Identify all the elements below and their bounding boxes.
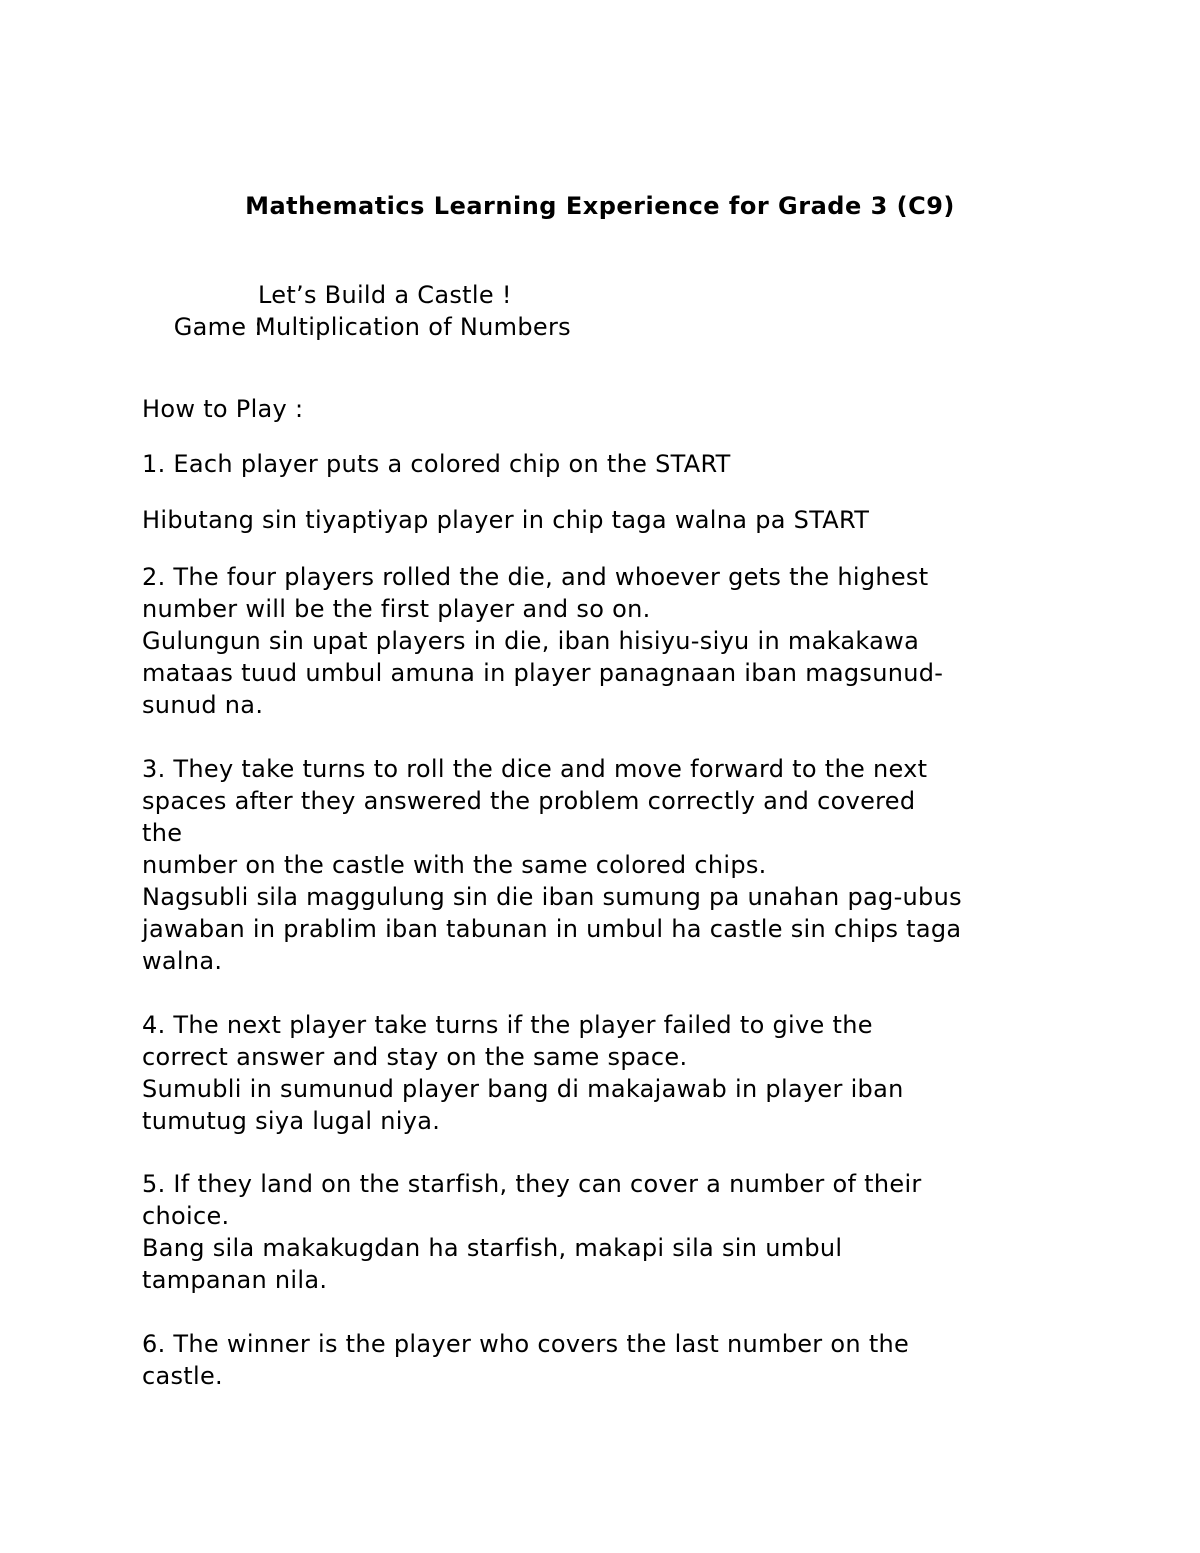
step-2-line-3: Gulungun sin upat players in die, iban hisiyu-siyu in makakawa (142, 627, 920, 655)
step-5-line-2: choice. (142, 1202, 230, 1230)
game-label: Game : (173, 313, 263, 341)
step-4-line-4: tumutug siya lugal niya. (142, 1107, 441, 1135)
step-3-line-6: jawaban in prablim iban tabunan in umbul ha castle sin chips taga (142, 915, 962, 943)
step-3-line-2: spaces after they answered the problem correctly and covered (142, 787, 916, 815)
game-line (142, 279, 263, 375)
step-5-line-1: 5. If they land on the starfish, they can cover a number of their (142, 1170, 922, 1198)
how-to-play-heading: How to Play : (142, 395, 304, 423)
document-title: Mathematics Learning Experience for Grade 3 (C9) (245, 192, 955, 220)
step-2-line-1: 2. The four players rolled the die, and whoever gets the highest (142, 563, 929, 591)
step-2-line-2: number will be the first player and so on. (142, 595, 651, 623)
step-3-line-4: number on the castle with the same colored chips. (142, 851, 767, 879)
step-3-line-3: the (142, 819, 183, 847)
step-5-line-3: Bang sila makakugdan ha starfish, makapi sila sin umbul (142, 1234, 843, 1262)
step-4-line-1: 4. The next player take turns if the player failed to give the (142, 1011, 873, 1039)
step-2-line-4: mataas tuud umbul amuna in player panagnaan iban magsunud- (142, 659, 944, 687)
step-3-line-7: walna. (142, 947, 223, 975)
step-1-translation: Hibutang sin tiyaptiyap player in chip taga walna pa START (142, 506, 870, 534)
step-6-line-2: castle. (142, 1362, 223, 1390)
step-4-line-3: Sumubli in sumunud player bang di makajawab in player iban (142, 1075, 904, 1103)
step-4-line-2: correct answer and stay on the same space. (142, 1043, 688, 1071)
game-subtitle: Multiplication of Numbers (255, 313, 571, 341)
step-6-line-1: 6. The winner is the player who covers the last number on the (142, 1330, 910, 1358)
step-2-line-5: sunud na. (142, 691, 264, 719)
step-3-line-5: Nagsubli sila maggulung sin die iban sumung pa unahan pag-ubus (142, 883, 962, 911)
step-3-line-1: 3. They take turns to roll the dice and move forward to the next (142, 755, 928, 783)
step-1-line-1: 1. Each player puts a colored chip on the START (142, 450, 731, 478)
game-name: Let’s Build a Castle ! (258, 281, 512, 309)
step-5-line-4: tampanan nila. (142, 1266, 328, 1294)
